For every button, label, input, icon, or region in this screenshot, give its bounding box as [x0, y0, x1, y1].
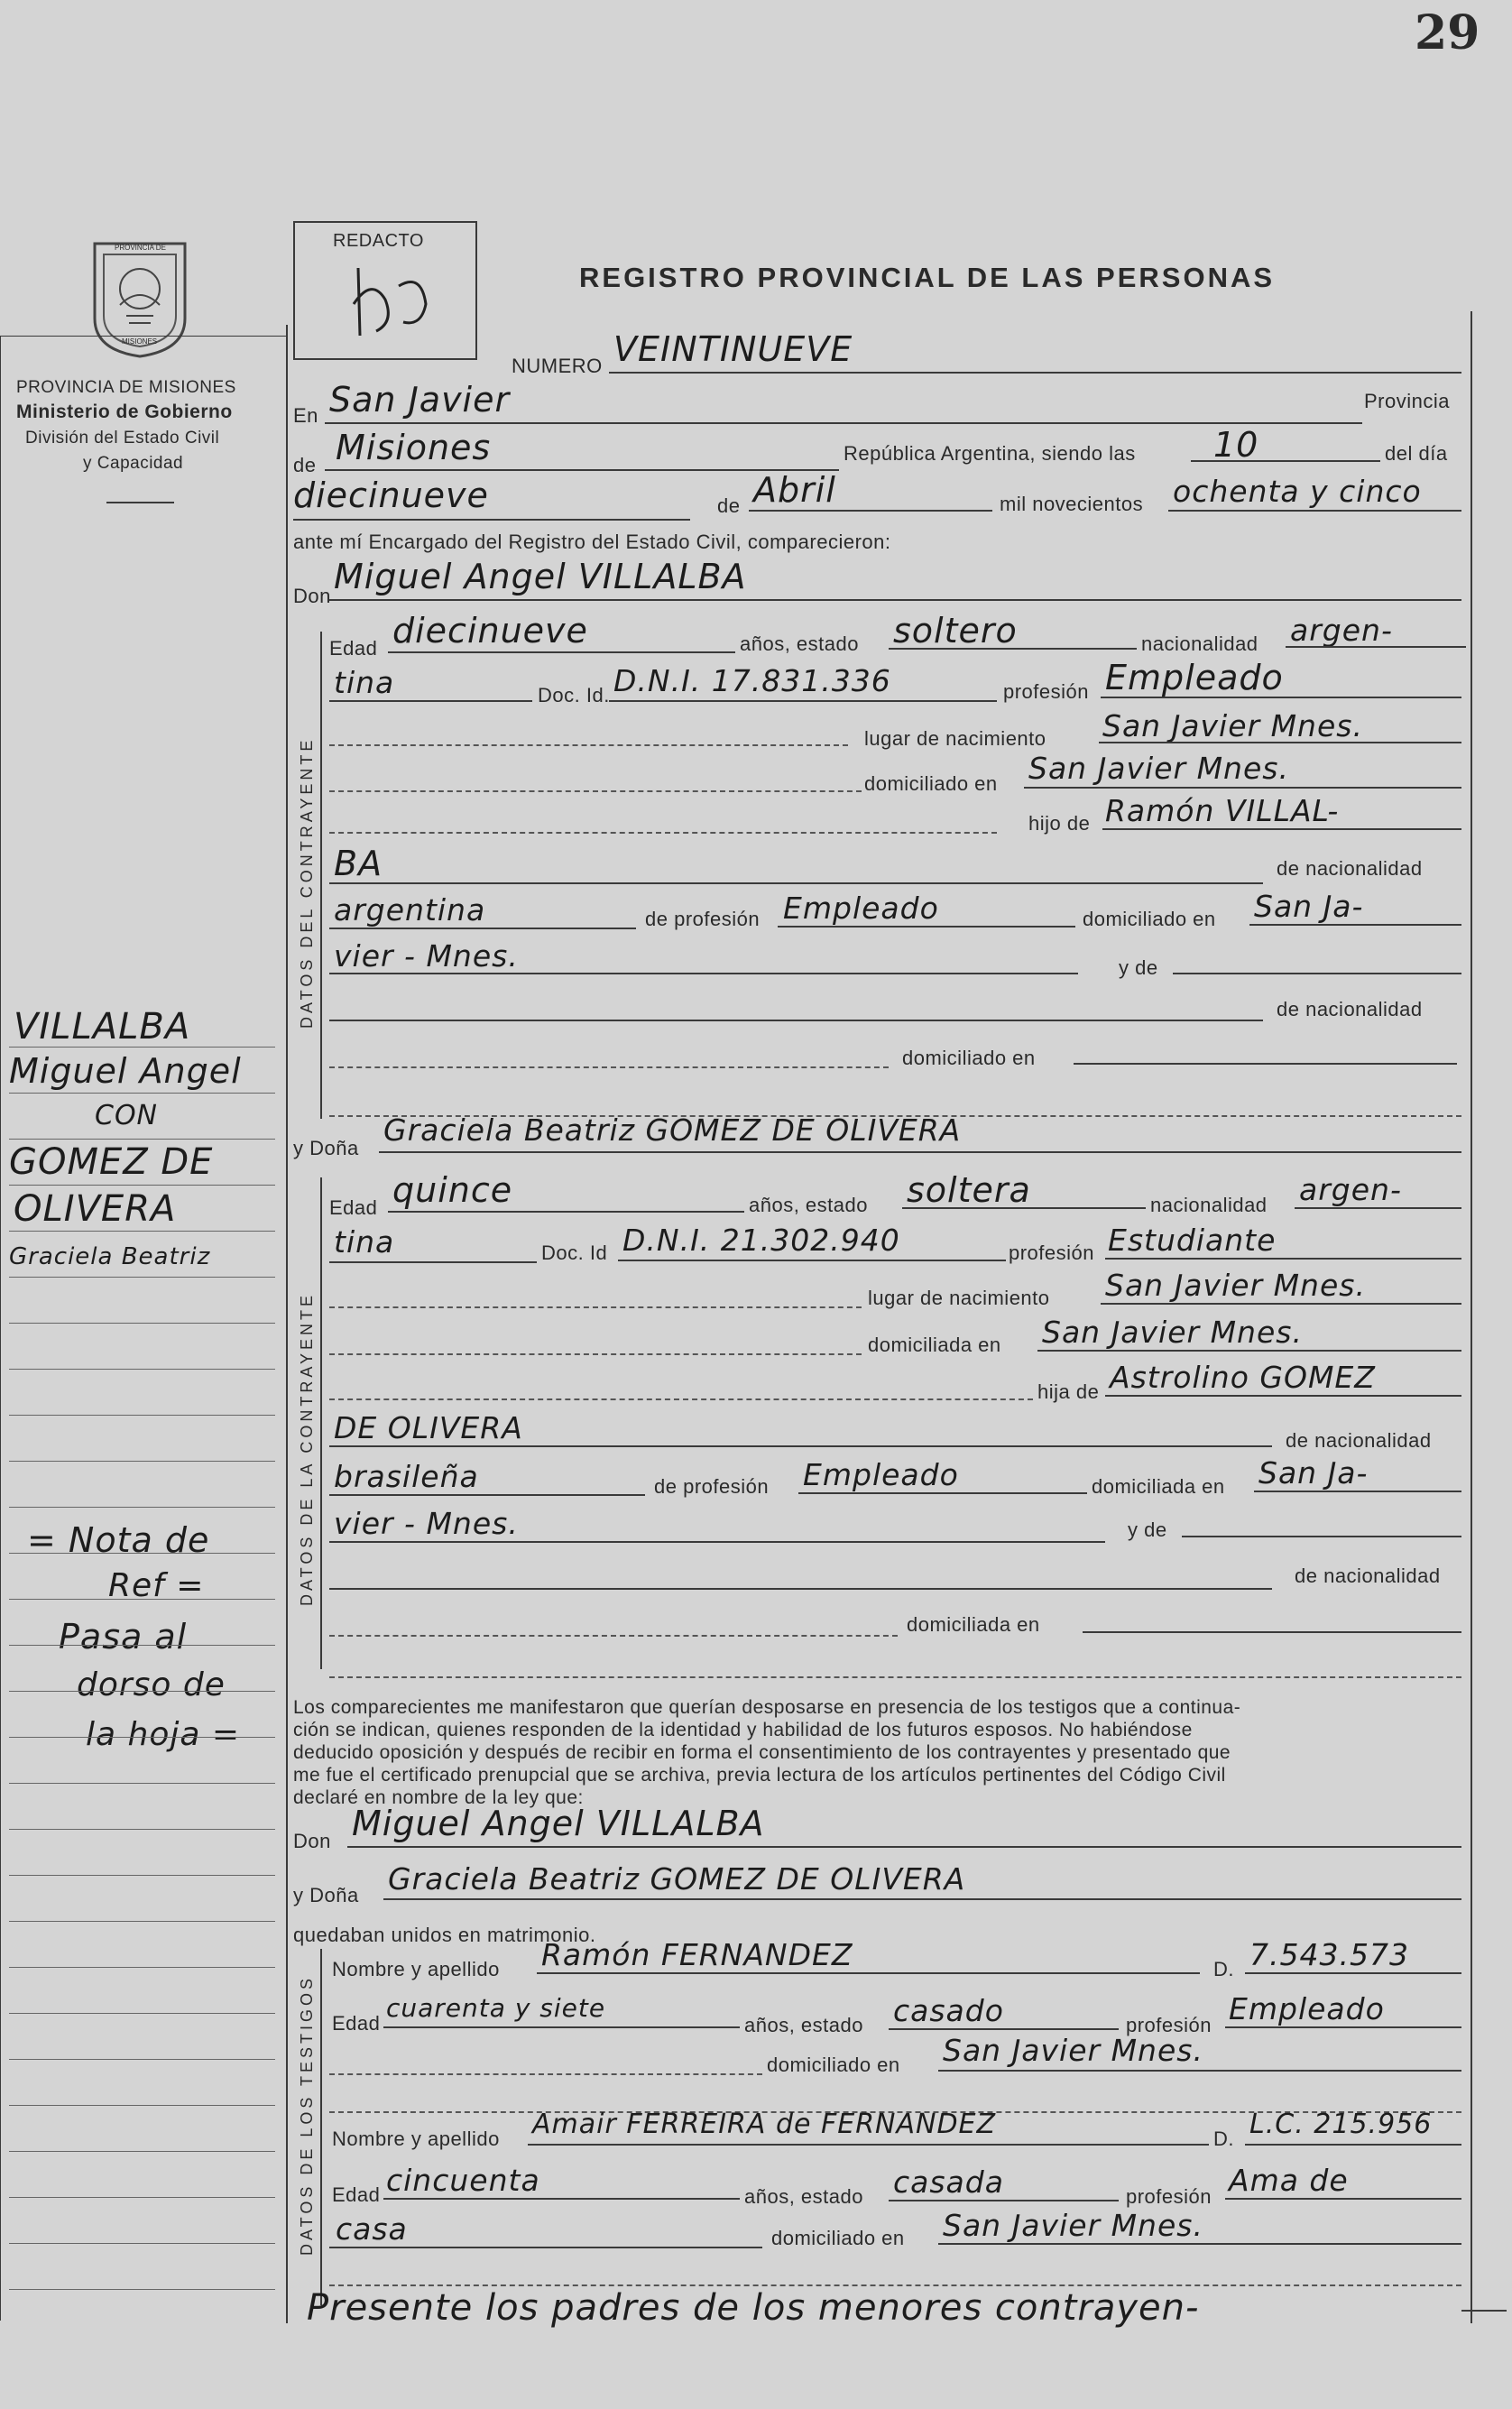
contrayente-nacionalidad-1: argen-	[1290, 613, 1393, 648]
de-profesion-label: de profesión	[645, 908, 761, 930]
numero-line	[609, 372, 1461, 374]
provincia-label: Provincia	[1364, 390, 1450, 412]
t1-domiciliado-label: domiciliado en	[767, 2054, 900, 2076]
madre-dom-blank	[329, 1635, 898, 1637]
margin-name-3: GOMEZ DE	[9, 1141, 214, 1183]
hijo-label: hijo de	[1028, 812, 1091, 835]
contrayente-nacionalidad-2: tina	[334, 665, 395, 700]
margin-ruled-line	[9, 1231, 275, 1232]
padre-nacionalidad: argentina	[334, 892, 486, 928]
anios-estado-label: años, estado	[740, 632, 859, 655]
contrayente-side-label: DATOS DEL CONTRAYENTE	[298, 736, 316, 1029]
profesion-line	[1105, 1258, 1461, 1260]
margin-name-2: Miguel Angel	[9, 1051, 242, 1091]
padre-prof-line	[798, 1492, 1087, 1494]
nacionalidad-label: nacionalidad	[1141, 632, 1258, 655]
margin-ruled-line	[9, 2151, 275, 2152]
t1-nombre-line	[537, 1972, 1200, 1974]
main-left-border	[286, 325, 288, 2323]
profesion-label: profesión	[1003, 680, 1090, 703]
domicilio-line	[1024, 787, 1461, 789]
domicilio-line	[1037, 1350, 1461, 1352]
numero-value: VEINTINUEVE	[613, 329, 853, 369]
declaration-line-3: deducido oposición y después de recibir en forma el consentimiento de los contrayentes y presentado que	[293, 1742, 1231, 1763]
y-de-line	[1173, 973, 1461, 974]
padre-dom-2-line	[329, 1541, 1105, 1543]
seal-text-bottom: MISIONES	[122, 337, 158, 346]
madre-nacionalidad-label: de nacionalidad	[1295, 1564, 1441, 1587]
margin-ruled-line	[9, 2105, 275, 2106]
redacto-initials	[331, 250, 448, 349]
t2-domiciliado-label: domiciliado en	[771, 2227, 905, 2249]
declaration-dona-value: Graciela Beatriz GOMEZ DE OLIVERA	[388, 1861, 966, 1897]
final-note: Presente los padres de los menores contrayen-	[307, 2287, 1200, 2329]
margin-ruled-line	[9, 1047, 275, 1048]
nacionalidad-line	[1286, 646, 1466, 648]
declaration-dona-label: y Doña	[293, 1884, 359, 1906]
margin-top-border	[0, 336, 286, 337]
domiciliada-label: domiciliada en	[868, 1334, 1001, 1356]
provincia-value: Misiones	[336, 428, 492, 467]
margin-nota-5: la hoja =	[86, 1716, 241, 1753]
padre-line	[1102, 828, 1461, 830]
del-dia-label: del día	[1385, 442, 1448, 465]
de-mes-label: de	[717, 494, 741, 517]
margin-name-1: VILLALBA	[14, 1006, 191, 1048]
margin-ruled-line	[9, 2013, 275, 2014]
t2-profesion-1: Ama de	[1229, 2163, 1349, 2198]
t2-nombre-line	[528, 2144, 1209, 2146]
nacionalidad-label: nacionalidad	[1150, 1194, 1268, 1216]
mes-line	[749, 510, 992, 512]
domicilio-blank	[329, 1353, 862, 1355]
domicilio-blank	[329, 790, 862, 792]
redacto-label: REDACTO	[333, 231, 424, 251]
t1-nombre-label: Nombre y apellido	[332, 1958, 500, 1980]
t1-profesion-line	[1225, 2026, 1461, 2028]
contrayenta-doc: D.N.I. 21.302.940	[622, 1223, 900, 1258]
margin-ruled-line	[9, 1829, 275, 1830]
en-line	[325, 422, 1362, 424]
de-label: de	[293, 454, 317, 476]
contrayenta-end-line	[329, 1676, 1461, 1678]
margin-name-4: OLIVERA	[14, 1188, 177, 1230]
en-label: En	[293, 404, 318, 427]
padre-dom-line	[1254, 1491, 1461, 1492]
t1-profesion-label: profesión	[1126, 2014, 1212, 2036]
t2-end-line	[329, 2284, 1461, 2286]
declaration-closing: quedaban unidos en matrimonio.	[293, 1924, 596, 1946]
padre-domicilio-2: vier - Mnes.	[334, 1506, 519, 1541]
t1-profesion: Empleado	[1229, 1991, 1385, 2026]
margin-ruled-line	[9, 1921, 275, 1922]
lugar-blank	[329, 1306, 862, 1308]
contrayenta-nombre: Graciela Beatriz GOMEZ DE OLIVERA	[383, 1112, 962, 1148]
t1-edad: cuarenta y siete	[386, 1993, 606, 2023]
t1-estado-line	[889, 2028, 1119, 2030]
t2-profesion-line	[1225, 2198, 1461, 2200]
padre-nac-line	[329, 1494, 645, 1496]
dona-label: y Doña	[293, 1137, 359, 1159]
y-de-line	[1182, 1536, 1461, 1537]
t1-edad-label: Edad	[332, 2012, 381, 2035]
margin-ruled-line	[9, 1737, 275, 1738]
profesion-line	[1101, 697, 1461, 698]
margin-ruled-line	[9, 1875, 275, 1876]
margin-ruled-line	[9, 2243, 275, 2244]
padre-profesion: Empleado	[803, 1457, 959, 1492]
padre-nac-line	[329, 928, 636, 929]
margin-nota-4: dorso de	[77, 1666, 226, 1703]
madre-line	[329, 1020, 1263, 1021]
anio-value: ochenta y cinco	[1173, 474, 1422, 509]
t2-doc: L.C. 215.956	[1249, 2109, 1433, 2140]
lugar-line	[1101, 1303, 1461, 1305]
estado-line	[902, 1207, 1146, 1209]
padre-line	[1105, 1395, 1461, 1397]
republica-label: República Argentina, siendo las	[844, 442, 1136, 465]
doc-line	[618, 1260, 1006, 1261]
margin-ruled-line	[9, 1691, 275, 1692]
anios-estado-label: años, estado	[749, 1194, 868, 1216]
margin-ruled-line	[9, 1599, 275, 1600]
y-de-label: y de	[1119, 956, 1158, 979]
sheet-left-edge	[0, 336, 1, 2321]
margin-ruled-line	[9, 1783, 275, 1784]
lugar-value: San Javier	[329, 380, 511, 420]
redacto-box	[293, 221, 477, 360]
t1-doc-label: D.	[1213, 1958, 1234, 1980]
final-note-dash	[1461, 2310, 1507, 2312]
contrayenta-frame-left	[320, 1177, 322, 1669]
provincial-seal	[86, 233, 194, 359]
contrayenta-edad: quince	[392, 1170, 513, 1210]
declaration-line-5: declaré en nombre de la ley que:	[293, 1787, 584, 1808]
contrayente-lugar: San Javier Mnes.	[1102, 708, 1363, 743]
t1-domicilio-line	[938, 2070, 1461, 2072]
declaration-dona-line	[383, 1898, 1461, 1900]
margin-ruled-line	[9, 1415, 275, 1416]
t2-edad-line	[383, 2198, 740, 2200]
lugar-label: lugar de nacimiento	[868, 1287, 1050, 1309]
doc-label: Doc. Id.	[538, 684, 610, 706]
hora-line	[1191, 460, 1380, 462]
domiciliado-label: domiciliado en	[864, 772, 998, 795]
nacionalidad-line	[1295, 1207, 1461, 1209]
t1-edad-line	[383, 2026, 740, 2028]
t2-nombre-label: Nombre y apellido	[332, 2127, 500, 2150]
margin-nota-1: = Nota de	[27, 1520, 210, 1560]
lugar-label: lugar de nacimiento	[864, 727, 1046, 750]
padre-profesion: Empleado	[783, 891, 939, 926]
padre-domiciliado-label: domiciliado en	[1083, 908, 1216, 930]
t2-doc-label: D.	[1213, 2127, 1234, 2150]
madre-dom-blank	[329, 1066, 889, 1068]
dia-value: diecinueve	[293, 475, 489, 515]
edad-line	[388, 1211, 744, 1213]
tina-line	[329, 1261, 537, 1263]
margin-con: CON	[95, 1100, 159, 1131]
contrayente-doc: D.N.I. 17.831.336	[613, 663, 891, 698]
margin-ruled-line	[9, 1645, 275, 1646]
t2-nombre: Amair FERREIRA de FERNANDEZ	[532, 2109, 997, 2140]
margin-nota-2: Ref =	[108, 1567, 205, 1604]
margin-ruled-line	[9, 1553, 275, 1554]
margin-ruled-line	[9, 1461, 275, 1462]
t1-anios-estado-label: años, estado	[744, 2014, 863, 2036]
contrayente-frame-left	[320, 632, 322, 1119]
doc-line	[609, 700, 997, 702]
org-divider	[106, 502, 174, 503]
margin-ruled-line	[9, 2197, 275, 2198]
t2-casa-line	[329, 2247, 762, 2248]
contrayenta-side-label: DATOS DE LA CONTRAYENTE	[298, 1291, 316, 1606]
contrayenta-lugar: San Javier Mnes.	[1105, 1268, 1366, 1303]
padre-domiciliada-label: domiciliada en	[1092, 1475, 1225, 1498]
padre-domicilio-2: vier - Mnes.	[334, 938, 519, 974]
contrayente-nombre: Miguel Angel VILLALBA	[334, 557, 747, 596]
contrayente-padre-2: BA	[334, 844, 383, 883]
t2-anios-estado-label: años, estado	[744, 2185, 863, 2208]
margin-ruled-line	[9, 1139, 275, 1140]
t2-profesion-2: casa	[336, 2211, 408, 2247]
don-label: Don	[293, 585, 331, 607]
margin-ruled-line	[9, 1967, 275, 1968]
ante-text: ante mí Encargado del Registro del Estado Civil, comparecieron:	[293, 531, 891, 553]
contrayenta-nacionalidad-2: tina	[334, 1224, 395, 1260]
padre-2-line	[329, 882, 1263, 884]
hija-blank	[329, 1398, 1033, 1400]
contrayenta-estado: soltera	[907, 1170, 1031, 1210]
margin-ruled-line	[9, 1277, 275, 1278]
org-line-3: División del Estado Civil	[25, 429, 220, 448]
edad-label: Edad	[329, 1196, 378, 1219]
edad-line	[388, 651, 735, 653]
contrayenta-nacionalidad-1: argen-	[1299, 1172, 1402, 1207]
padre-domicilio-1: San Ja-	[1254, 889, 1364, 924]
testigos-side-label: DATOS DE LOS TESTIGOS	[298, 1974, 316, 2256]
seal-text-top: PROVINCIA DE	[115, 244, 166, 252]
t2-estado-line	[889, 2200, 1119, 2201]
profesion-label: profesión	[1009, 1241, 1095, 1264]
padre-dom-line	[1249, 924, 1461, 926]
madre-dom-line	[1083, 1631, 1461, 1633]
contrayente-profesion: Empleado	[1105, 658, 1284, 697]
edad-label: Edad	[329, 637, 378, 660]
margin-ruled-line	[9, 1507, 275, 1508]
anio-line	[1168, 510, 1461, 512]
t2-doc-line	[1245, 2144, 1461, 2146]
t2-profesion-label: profesión	[1126, 2185, 1212, 2208]
t2-estado: casada	[893, 2164, 1004, 2200]
t2-edad: cincuenta	[386, 2163, 540, 2198]
estado-line	[889, 648, 1137, 650]
madre-domiciliado-label: domiciliado en	[902, 1047, 1036, 1069]
main-right-border	[1471, 311, 1472, 2323]
declaration-don-label: Don	[293, 1830, 331, 1852]
t1-doc: 7.543.573	[1249, 1937, 1409, 1972]
padre-prof-line	[778, 926, 1075, 928]
hijo-blank	[329, 832, 997, 834]
margin-nota-3: Pasa al	[59, 1617, 188, 1657]
lugar-blank	[329, 744, 848, 746]
declaration-line-4: me fue el certificado prenupcial que se archiva, previa lectura de los artículos pertinentes del Código Civil	[293, 1765, 1226, 1786]
declaration-don-value: Miguel Angel VILLALBA	[352, 1804, 765, 1843]
margin-ruled-line	[9, 2059, 275, 2060]
de-profesion-label: de profesión	[654, 1475, 770, 1498]
t2-domicilio: San Javier Mnes.	[943, 2208, 1203, 2243]
don-line	[329, 599, 1461, 601]
t2-edad-label: Edad	[332, 2183, 381, 2206]
margin-ruled-line	[9, 2289, 275, 2290]
contrayente-edad: diecinueve	[392, 611, 588, 651]
declaration-don-line	[347, 1846, 1461, 1848]
mes-value: Abril	[753, 470, 836, 510]
margin-ruled-line	[9, 1323, 275, 1324]
t1-dom-blank	[329, 2073, 762, 2075]
testigos-frame-left	[320, 1949, 322, 2305]
t2-domicilio-line	[938, 2243, 1461, 2245]
dona-line	[379, 1151, 1461, 1153]
de-nacionalidad-label: de nacionalidad	[1286, 1429, 1432, 1452]
hora-value: 10	[1213, 425, 1259, 465]
org-line-1: PROVINCIA DE MISIONES	[16, 378, 236, 397]
declaration-line-1: Los comparecientes me manifestaron que querían desposarse en presencia de los testigos que a continua-	[293, 1697, 1241, 1718]
margin-ruled-line	[9, 1185, 275, 1186]
madre-dom-line	[1074, 1063, 1457, 1065]
t1-estado: casado	[893, 1993, 1004, 2028]
tina-line	[329, 700, 532, 702]
t1-doc-line	[1245, 1972, 1461, 1974]
contrayenta-profesion: Estudiante	[1108, 1223, 1277, 1258]
numero-label: NUMERO	[512, 355, 603, 377]
madre-domiciliada-label: domiciliada en	[907, 1613, 1040, 1636]
y-de-label: y de	[1128, 1518, 1167, 1541]
declaration-line-2: ción se indican, quienes responden de la identidad y habilidad de los futuros esposos. No habiéndose	[293, 1720, 1193, 1740]
t1-domicilio: San Javier Mnes.	[943, 2033, 1203, 2068]
contrayenta-domicilio: San Javier Mnes.	[1042, 1315, 1303, 1350]
t1-nombre: Ramón FERNANDEZ	[541, 1937, 853, 1972]
page-title: REGISTRO PROVINCIAL DE LAS PERSONAS	[579, 262, 1276, 293]
org-line-2: Ministerio de Gobierno	[16, 402, 233, 422]
padre-nacionalidad: brasileña	[334, 1459, 479, 1494]
lugar-line	[1099, 742, 1461, 743]
margin-ruled-line	[9, 1369, 275, 1370]
padre-dom-2-line	[329, 973, 1078, 974]
page-number: 29	[1415, 5, 1480, 60]
contrayente-padre-1: Ramón VILLAL-	[1105, 793, 1340, 828]
padre-domicilio-1: San Ja-	[1258, 1455, 1369, 1491]
madre-line	[329, 1588, 1272, 1590]
doc-label: Doc. Id	[541, 1241, 608, 1264]
padre-2-line	[329, 1445, 1272, 1447]
madre-nacionalidad-label: de nacionalidad	[1277, 998, 1423, 1020]
contrayente-domicilio: San Javier Mnes.	[1028, 751, 1289, 786]
hija-label: hija de	[1037, 1380, 1100, 1403]
dia-line	[293, 519, 690, 521]
contrayenta-padre-1: Astrolino GOMEZ	[1110, 1360, 1376, 1395]
de-nacionalidad-label: de nacionalidad	[1277, 857, 1423, 880]
contrayente-estado: soltero	[893, 611, 1018, 651]
org-line-4: y Capacidad	[83, 454, 184, 473]
mil-label: mil novecientos	[1000, 493, 1144, 515]
margin-ruled-line	[9, 1093, 275, 1094]
contrayenta-padre-2: DE OLIVERA	[334, 1410, 523, 1445]
margin-name-5: Graciela Beatriz	[9, 1243, 211, 1270]
